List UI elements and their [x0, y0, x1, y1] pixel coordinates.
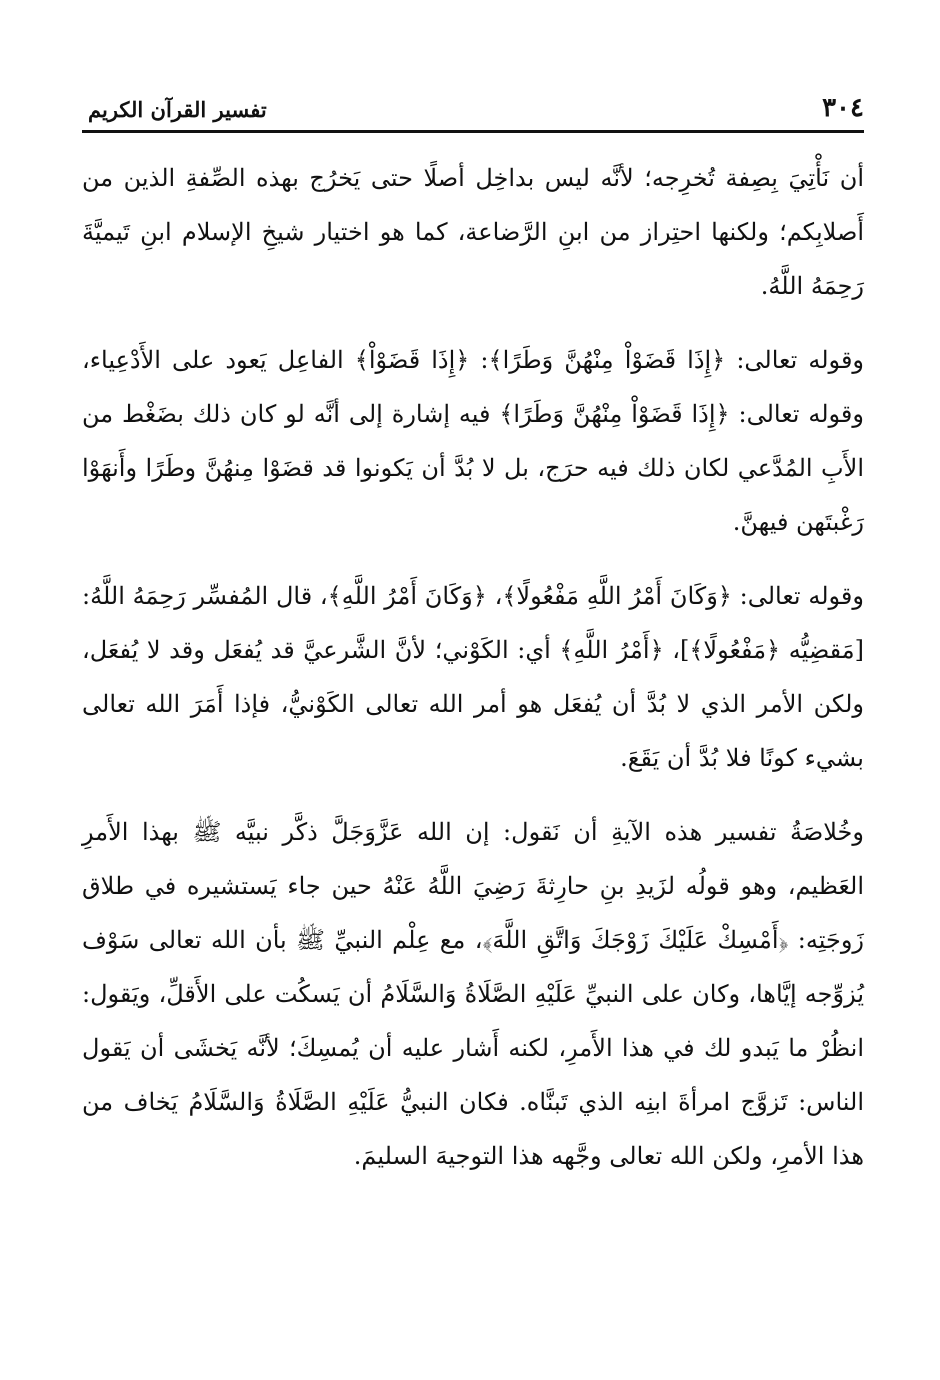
paragraph-2: وقوله تعالى: ﴿إِذَا قَضَوْاْ مِنْهُنَّ وَطَرًا﴾: ﴿إِذَا قَضَوْاْ﴾ الفاعِل يَعود على الأَدْعِياء، وقوله تعالى: ﴿إِذَا قَضَوْاْ مِنْهُنَّ وَطَرًا﴾ فيه إشارة إلى أنَّه لو كان ذلك بضَغْط من الأَبِ المُدَّعي لكان ذلك فيه حرَج، بل لا بُدَّ أن يَكونوا قد قضَوْا مِنهُنَّ وطَرًا وأَنهَوْا رَغْبتَهن فيهنَّ.	[82, 346, 865, 536]
paragraph-3: وقوله تعالى: ﴿وَكَانَ أَمْرُ اللَّهِ مَفْعُولًا﴾، ﴿وَكَانَ أَمْرُ اللَّهِ﴾، قال المُفسِّر رَحِمَهُ اللَّهُ: [مَقضِيُّه ﴿مَفْعُولًا﴾]، ﴿أَمْرُ اللَّهِ﴾ أي: الكَوْني؛ لأنَّ الشَّرعيَّ قد يُفعَل وقد لا يُفعَل، ولكن الأمر الذي لا بُدَّ أن يُفعَل هو أمر الله تعالى الكَوْنيُّ، فإذا أَمَرَ الله تعالى بشيء كونًا فلا بُدَّ أن يَقَعَ.	[82, 582, 865, 772]
paragraph-4: وخُلاصَةُ تفسير هذه الآيةِ أن نَقول: إن الله عَزَّوَجَلَّ ذكَّر نبيَّه ﷺ بهذا الأَمرِ العَظيم، وهو قولُه لزَيدِ بنِ حارِثةَ رَضِيَ اللَّهُ عَنْهُ حين جاء يَستشيره في طلاق زَوجَتِه: ﴿أَمْسِكْ عَلَيْكَ زَوْجَكَ وَاتَّقِ اللَّهَ﴾، مع عِلْم النبيِّ ﷺ بأن الله تعالى سَوْف يُزوِّجه إيَّاها، وكان على النبيِّ عَلَيْهِ الصَّلَاةُ وَالسَّلَامُ أن يَسكُت على الأَقلِّ، ويَقول: انظُرْ ما يَبدو لك في هذا الأَمرِ، لكنه أَشار عليه أن يُمسِكَ؛ لأنَّه يَخشَى أن يَقول الناس: تَزوَّج امرأةَ ابنِه الذي تَبنَّاه. فكان النبيُّ عَلَيْهِ الصَّلَاةُ وَالسَّلَامُ يَخاف من هذا الأمرِ، ولكن الله تعالى وجَّهه هذا التوجيهَ السليمَ.	[82, 818, 864, 1170]
body-text	[82, 151, 864, 1183]
book-page	[82, 92, 864, 1203]
book-title: تفسير القرآن الكريم	[88, 97, 267, 122]
running-head	[82, 92, 864, 133]
page-number: ٣٠٤	[822, 93, 864, 123]
paragraph-1: أن نَأْتِيَ بِصِفة تُخرِجه؛ لأنَّه ليس بداخِل أصلًا حتى يَخرُج بهذه الصِّفةِ الذين من أَصلابِكم؛ ولكنها احتِراز من ابنِ الرَّضاعة، كما هو اختيار شيخِ الإسلام ابنِ تَيميَّةَ رَحِمَهُ اللَّهُ.	[82, 164, 864, 300]
